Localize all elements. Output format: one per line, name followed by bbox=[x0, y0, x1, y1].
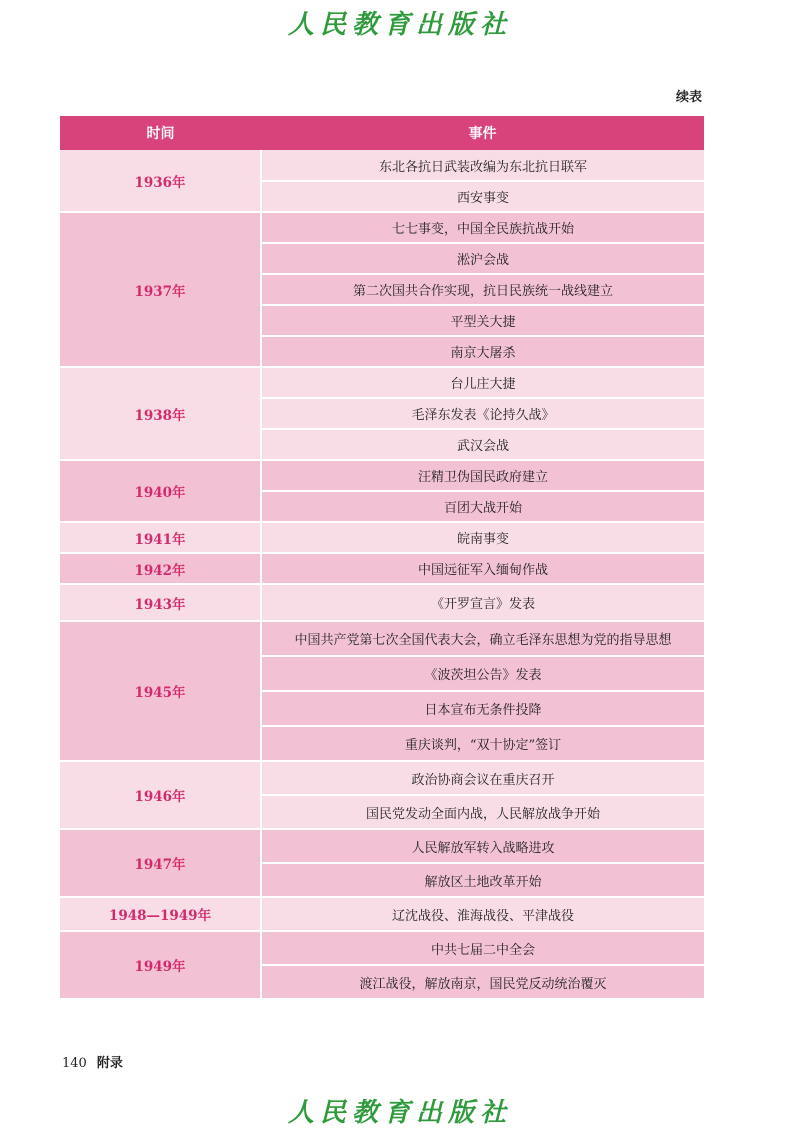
event-cell: 淞沪会战 bbox=[261, 243, 704, 274]
table-row bbox=[60, 150, 704, 181]
year-cell: 1948—1949年 bbox=[60, 897, 261, 931]
event-cell: 西安事变 bbox=[261, 181, 704, 212]
event-cell: 汪精卫伪国民政府建立 bbox=[261, 460, 704, 491]
event-cell: 第二次国共合作实现，抗日民族统一战线建立 bbox=[261, 274, 704, 305]
year-cell: 1941年 bbox=[60, 522, 261, 553]
year-cell: 1947年 bbox=[60, 829, 261, 897]
event-cell: 解放区土地改革开始 bbox=[261, 863, 704, 897]
table-row bbox=[60, 897, 704, 931]
continuation-label: 续表 bbox=[676, 90, 703, 105]
event-cell: 渡江战役，解放南京，国民党反动统治覆灭 bbox=[261, 965, 704, 999]
table-row bbox=[60, 584, 704, 621]
event-cell: 《波茨坦公告》发表 bbox=[261, 656, 704, 691]
event-cell: 百团大战开始 bbox=[261, 491, 704, 522]
table-row bbox=[60, 212, 704, 243]
table-row bbox=[60, 367, 704, 398]
event-cell: 辽沈战役、淮海战役、平津战役 bbox=[261, 897, 704, 931]
year-cell: 1937年 bbox=[60, 212, 261, 367]
event-cell: 中国远征军入缅甸作战 bbox=[261, 553, 704, 584]
year-cell: 1942年 bbox=[60, 553, 261, 584]
event-cell: 七七事变，中国全民族抗战开始 bbox=[261, 212, 704, 243]
publisher-logo-top: 人民教育出版社 bbox=[287, 10, 512, 40]
year-cell: 1943年 bbox=[60, 584, 261, 621]
event-cell: 政治协商会议在重庆召开 bbox=[261, 761, 704, 795]
event-cell: 皖南事变 bbox=[261, 522, 704, 553]
year-cell: 1936年 bbox=[60, 150, 261, 212]
publisher-logo-bottom: 人民教育出版社 bbox=[287, 1098, 512, 1128]
year-cell: 1946年 bbox=[60, 761, 261, 829]
event-cell: 国民党发动全面内战，人民解放战争开始 bbox=[261, 795, 704, 829]
event-cell: 中国共产党第七次全国代表大会，确立毛泽东思想为党的指导思想 bbox=[261, 621, 704, 656]
event-cell: 台儿庄大捷 bbox=[261, 367, 704, 398]
header-event: 事件 bbox=[261, 116, 704, 150]
chronology-table bbox=[60, 116, 704, 1000]
section-name: 附录 bbox=[96, 1056, 123, 1071]
event-cell: 武汉会战 bbox=[261, 429, 704, 460]
year-cell: 1945年 bbox=[60, 621, 261, 761]
event-cell: 中共七届二中全会 bbox=[261, 931, 704, 965]
year-cell: 1949年 bbox=[60, 931, 261, 999]
event-cell: 平型关大捷 bbox=[261, 305, 704, 336]
year-cell: 1940年 bbox=[60, 460, 261, 522]
header-time: 时间 bbox=[60, 116, 261, 150]
year-cell: 1938年 bbox=[60, 367, 261, 460]
event-cell: 东北各抗日武装改编为东北抗日联军 bbox=[261, 150, 704, 181]
page-number: 140 bbox=[62, 1056, 87, 1071]
event-cell: 《开罗宣言》发表 bbox=[261, 584, 704, 621]
table-row bbox=[60, 931, 704, 965]
table-row bbox=[60, 761, 704, 795]
event-cell: 重庆谈判，“双十协定”签订 bbox=[261, 726, 704, 761]
table-row bbox=[60, 522, 704, 553]
table-row bbox=[60, 829, 704, 863]
event-cell: 南京大屠杀 bbox=[261, 336, 704, 367]
table-row bbox=[60, 621, 704, 656]
event-cell: 人民解放军转入战略进攻 bbox=[261, 829, 704, 863]
page-footer bbox=[62, 1052, 123, 1071]
table-row bbox=[60, 553, 704, 584]
table-row bbox=[60, 460, 704, 491]
event-cell: 日本宣布无条件投降 bbox=[261, 691, 704, 726]
event-cell: 毛泽东发表《论持久战》 bbox=[261, 398, 704, 429]
table-body bbox=[60, 150, 704, 999]
